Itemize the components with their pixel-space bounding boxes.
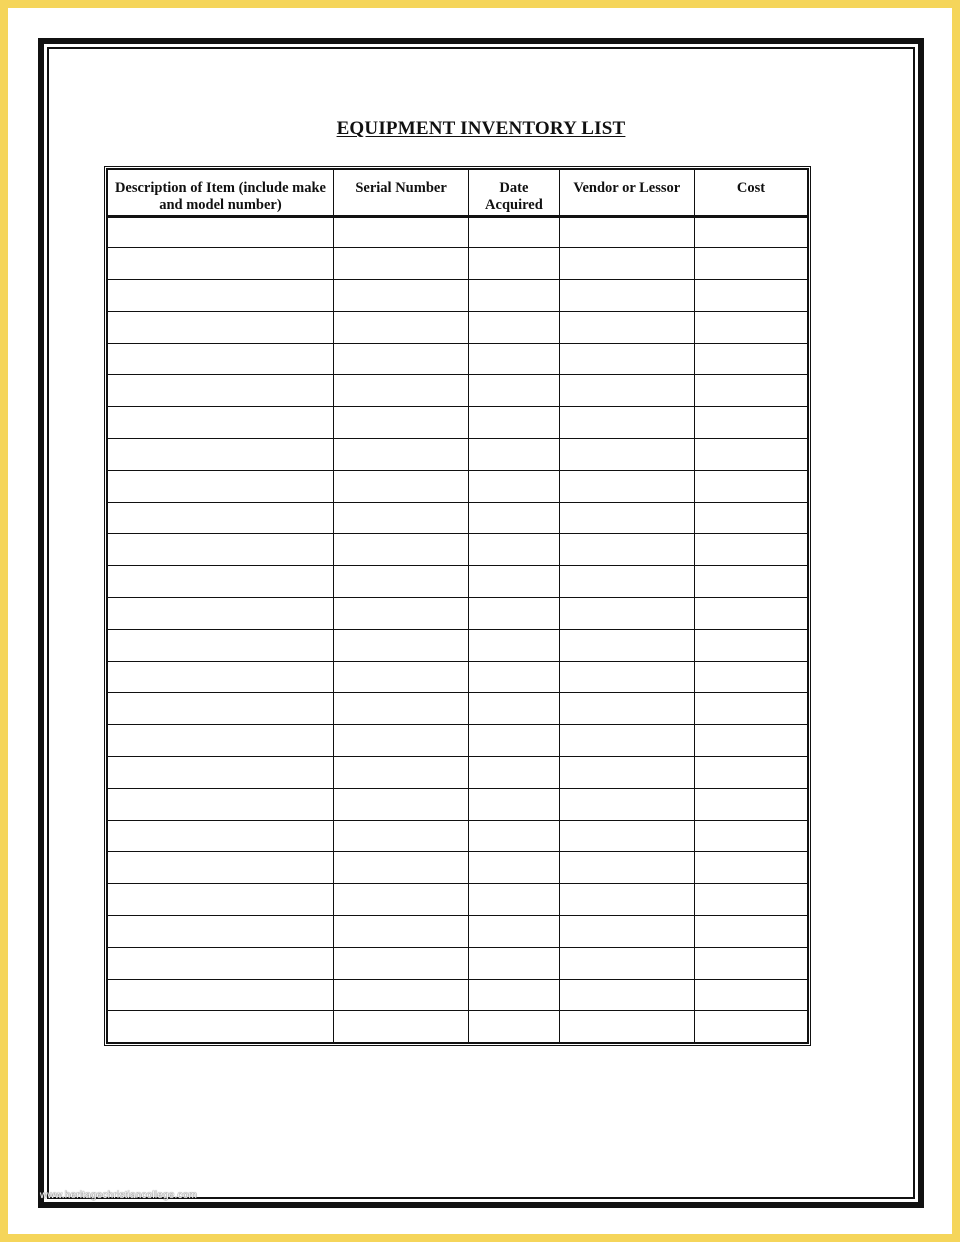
cell-serial-number[interactable] bbox=[333, 852, 468, 884]
table-header-row bbox=[107, 169, 808, 216]
cell-cost[interactable] bbox=[694, 439, 808, 471]
cell-date-acquired[interactable] bbox=[469, 884, 559, 916]
cell-vendor-or-lessor[interactable] bbox=[559, 916, 694, 948]
table-row bbox=[107, 598, 808, 630]
cell-cost[interactable] bbox=[694, 248, 808, 280]
table-row bbox=[107, 375, 808, 407]
cell-date-acquired[interactable] bbox=[469, 629, 559, 661]
table-row bbox=[107, 916, 808, 948]
cell-description[interactable] bbox=[107, 311, 333, 343]
cell-serial-number[interactable] bbox=[333, 311, 468, 343]
cell-vendor-or-lessor[interactable] bbox=[559, 248, 694, 280]
cell-cost[interactable] bbox=[694, 216, 808, 248]
page-title: EQUIPMENT INVENTORY LIST bbox=[336, 118, 626, 139]
cell-date-acquired[interactable] bbox=[469, 375, 559, 407]
cell-description[interactable] bbox=[107, 820, 333, 852]
cell-vendor-or-lessor[interactable] bbox=[559, 216, 694, 248]
cell-cost[interactable] bbox=[694, 979, 808, 1011]
cell-serial-number[interactable] bbox=[333, 470, 468, 502]
cell-serial-number[interactable] bbox=[333, 788, 468, 820]
cell-serial-number[interactable] bbox=[333, 502, 468, 534]
table-row bbox=[107, 852, 808, 884]
cell-cost[interactable] bbox=[694, 725, 808, 757]
cell-vendor-or-lessor[interactable] bbox=[559, 280, 694, 312]
page-border-inner bbox=[47, 47, 915, 1199]
cell-description[interactable] bbox=[107, 439, 333, 471]
cell-vendor-or-lessor[interactable] bbox=[559, 502, 694, 534]
cell-date-acquired[interactable] bbox=[469, 852, 559, 884]
table-row bbox=[107, 343, 808, 375]
table-row bbox=[107, 534, 808, 566]
cell-cost[interactable] bbox=[694, 852, 808, 884]
cell-vendor-or-lessor[interactable] bbox=[559, 470, 694, 502]
cell-serial-number[interactable] bbox=[333, 693, 468, 725]
cell-cost[interactable] bbox=[694, 598, 808, 630]
cell-description[interactable] bbox=[107, 725, 333, 757]
cell-cost[interactable] bbox=[694, 407, 808, 439]
table-row bbox=[107, 248, 808, 280]
cell-vendor-or-lessor[interactable] bbox=[559, 534, 694, 566]
cell-date-acquired[interactable] bbox=[469, 820, 559, 852]
cell-cost[interactable] bbox=[694, 311, 808, 343]
table-row bbox=[107, 566, 808, 598]
cell-vendor-or-lessor[interactable] bbox=[559, 820, 694, 852]
cell-vendor-or-lessor[interactable] bbox=[559, 598, 694, 630]
cell-date-acquired[interactable] bbox=[469, 343, 559, 375]
cell-cost[interactable] bbox=[694, 566, 808, 598]
cell-description[interactable] bbox=[107, 502, 333, 534]
cell-description[interactable] bbox=[107, 693, 333, 725]
cell-vendor-or-lessor[interactable] bbox=[559, 788, 694, 820]
cell-cost[interactable] bbox=[694, 820, 808, 852]
cell-date-acquired[interactable] bbox=[469, 757, 559, 789]
cell-cost[interactable] bbox=[694, 280, 808, 312]
table-row bbox=[107, 693, 808, 725]
cell-description[interactable] bbox=[107, 852, 333, 884]
watermark-text: www.heritagechristiancollege.com bbox=[40, 1190, 198, 1201]
cell-vendor-or-lessor[interactable] bbox=[559, 439, 694, 471]
cell-vendor-or-lessor[interactable] bbox=[559, 979, 694, 1011]
cell-serial-number[interactable] bbox=[333, 629, 468, 661]
cell-serial-number[interactable] bbox=[333, 979, 468, 1011]
cell-cost[interactable] bbox=[694, 757, 808, 789]
cell-vendor-or-lessor[interactable] bbox=[559, 566, 694, 598]
cell-serial-number[interactable] bbox=[333, 534, 468, 566]
cell-date-acquired[interactable] bbox=[469, 566, 559, 598]
cell-description[interactable] bbox=[107, 470, 333, 502]
cell-vendor-or-lessor[interactable] bbox=[559, 375, 694, 407]
inventory-table bbox=[106, 168, 809, 1044]
table-row bbox=[107, 629, 808, 661]
cell-serial-number[interactable] bbox=[333, 757, 468, 789]
column-header-serial-number: Serial Number bbox=[333, 169, 468, 216]
cell-description[interactable] bbox=[107, 280, 333, 312]
cell-cost[interactable] bbox=[694, 629, 808, 661]
column-header-date-acquired: Date Acquired bbox=[469, 169, 559, 216]
table-row bbox=[107, 280, 808, 312]
cell-cost[interactable] bbox=[694, 916, 808, 948]
document-page bbox=[8, 8, 952, 1234]
table-row bbox=[107, 884, 808, 916]
cell-description[interactable] bbox=[107, 375, 333, 407]
cell-date-acquired[interactable] bbox=[469, 502, 559, 534]
cell-date-acquired[interactable] bbox=[469, 216, 559, 248]
cell-description[interactable] bbox=[107, 343, 333, 375]
cell-cost[interactable] bbox=[694, 661, 808, 693]
cell-description[interactable] bbox=[107, 1011, 333, 1043]
cell-date-acquired[interactable] bbox=[469, 725, 559, 757]
cell-description[interactable] bbox=[107, 661, 333, 693]
cell-cost[interactable] bbox=[694, 534, 808, 566]
table-row bbox=[107, 216, 808, 248]
column-header-description: Description of Item (include make and model number) bbox=[107, 169, 333, 216]
cell-vendor-or-lessor[interactable] bbox=[559, 629, 694, 661]
table-row bbox=[107, 311, 808, 343]
cell-date-acquired[interactable] bbox=[469, 661, 559, 693]
cell-serial-number[interactable] bbox=[333, 216, 468, 248]
cell-date-acquired[interactable] bbox=[469, 439, 559, 471]
cell-date-acquired[interactable] bbox=[469, 407, 559, 439]
cell-description[interactable] bbox=[107, 598, 333, 630]
cell-date-acquired[interactable] bbox=[469, 248, 559, 280]
cell-serial-number[interactable] bbox=[333, 884, 468, 916]
cell-cost[interactable] bbox=[694, 1011, 808, 1043]
cell-serial-number[interactable] bbox=[333, 947, 468, 979]
cell-date-acquired[interactable] bbox=[469, 693, 559, 725]
cell-serial-number[interactable] bbox=[333, 661, 468, 693]
cell-description[interactable] bbox=[107, 916, 333, 948]
cell-date-acquired[interactable] bbox=[469, 470, 559, 502]
cell-description[interactable] bbox=[107, 566, 333, 598]
table-row bbox=[107, 1011, 808, 1043]
cell-date-acquired[interactable] bbox=[469, 916, 559, 948]
cell-serial-number[interactable] bbox=[333, 820, 468, 852]
cell-date-acquired[interactable] bbox=[469, 534, 559, 566]
table-row bbox=[107, 757, 808, 789]
column-header-vendor-or-lessor: Vendor or Lessor bbox=[559, 169, 694, 216]
cell-description[interactable] bbox=[107, 248, 333, 280]
cell-description[interactable] bbox=[107, 629, 333, 661]
cell-vendor-or-lessor[interactable] bbox=[559, 852, 694, 884]
cell-description[interactable] bbox=[107, 216, 333, 248]
cell-vendor-or-lessor[interactable] bbox=[559, 661, 694, 693]
table-row bbox=[107, 820, 808, 852]
cell-cost[interactable] bbox=[694, 343, 808, 375]
cell-vendor-or-lessor[interactable] bbox=[559, 693, 694, 725]
cell-date-acquired[interactable] bbox=[469, 1011, 559, 1043]
cell-serial-number[interactable] bbox=[333, 343, 468, 375]
cell-description[interactable] bbox=[107, 979, 333, 1011]
cell-serial-number[interactable] bbox=[333, 598, 468, 630]
cell-date-acquired[interactable] bbox=[469, 788, 559, 820]
table-row bbox=[107, 470, 808, 502]
cell-serial-number[interactable] bbox=[333, 407, 468, 439]
table-row bbox=[107, 788, 808, 820]
cell-cost[interactable] bbox=[694, 375, 808, 407]
cell-description[interactable] bbox=[107, 884, 333, 916]
table-row bbox=[107, 979, 808, 1011]
page-border bbox=[38, 38, 924, 1208]
cell-serial-number[interactable] bbox=[333, 1011, 468, 1043]
cell-serial-number[interactable] bbox=[333, 280, 468, 312]
cell-vendor-or-lessor[interactable] bbox=[559, 1011, 694, 1043]
cell-cost[interactable] bbox=[694, 470, 808, 502]
cell-vendor-or-lessor[interactable] bbox=[559, 407, 694, 439]
table-row bbox=[107, 502, 808, 534]
cell-description[interactable] bbox=[107, 947, 333, 979]
cell-vendor-or-lessor[interactable] bbox=[559, 757, 694, 789]
cell-description[interactable] bbox=[107, 534, 333, 566]
cell-vendor-or-lessor[interactable] bbox=[559, 725, 694, 757]
cell-date-acquired[interactable] bbox=[469, 979, 559, 1011]
cell-vendor-or-lessor[interactable] bbox=[559, 343, 694, 375]
cell-serial-number[interactable] bbox=[333, 439, 468, 471]
cell-serial-number[interactable] bbox=[333, 248, 468, 280]
column-header-cost: Cost bbox=[694, 169, 808, 216]
cell-cost[interactable] bbox=[694, 947, 808, 979]
cell-vendor-or-lessor[interactable] bbox=[559, 947, 694, 979]
cell-serial-number[interactable] bbox=[333, 566, 468, 598]
cell-serial-number[interactable] bbox=[333, 725, 468, 757]
table-body bbox=[107, 216, 808, 1043]
cell-serial-number[interactable] bbox=[333, 375, 468, 407]
table-row bbox=[107, 947, 808, 979]
table-row bbox=[107, 439, 808, 471]
table-row bbox=[107, 725, 808, 757]
cell-vendor-or-lessor[interactable] bbox=[559, 311, 694, 343]
cell-date-acquired[interactable] bbox=[469, 947, 559, 979]
table-row bbox=[107, 407, 808, 439]
cell-description[interactable] bbox=[107, 407, 333, 439]
table-row bbox=[107, 661, 808, 693]
cell-date-acquired[interactable] bbox=[469, 598, 559, 630]
cell-serial-number[interactable] bbox=[333, 916, 468, 948]
cell-date-acquired[interactable] bbox=[469, 311, 559, 343]
cell-cost[interactable] bbox=[694, 502, 808, 534]
cell-cost[interactable] bbox=[694, 884, 808, 916]
cell-cost[interactable] bbox=[694, 693, 808, 725]
cell-vendor-or-lessor[interactable] bbox=[559, 884, 694, 916]
cell-date-acquired[interactable] bbox=[469, 280, 559, 312]
cell-cost[interactable] bbox=[694, 788, 808, 820]
cell-description[interactable] bbox=[107, 788, 333, 820]
cell-description[interactable] bbox=[107, 757, 333, 789]
